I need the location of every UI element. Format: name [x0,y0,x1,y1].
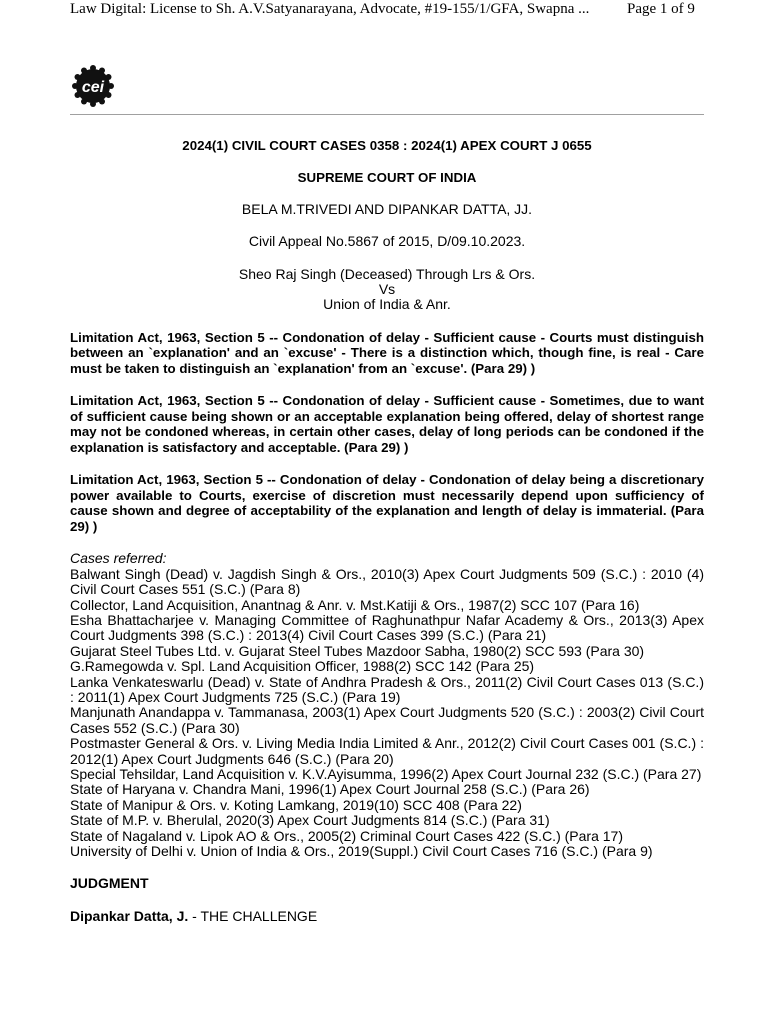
headnote: Limitation Act, 1963, Section 5 -- Condonation of delay - Condonation of delay being a discretionary power available to Courts, exercise of discretion must necessarily depend upon sufficiency of cause shown and degree of acceptability of the explanation and length of delay is immaterial. (Para 29) ) [70,472,704,534]
versus-label: Vs [378,281,396,298]
case-reference: Manjunath Anandappa v. Tammanasa, 2003(1) Apex Court Judgments 520 (S.C.) : 2003(2) Civil Court Cases 552 (S.C.) (Para 30) [70,704,704,736]
case-reference: Gujarat Steel Tubes Ltd. v. Gujarat Steel Tubes Mazdoor Sabha, 1980(2) SCC 593 (Para 30) [70,642,645,659]
case-reference: Collector, Land Acquisition, Anantnag & Anr. v. Mst.Katiji & Ors., 1987(2) SCC 107 (Para 16) [70,596,640,613]
case-reference: State of Haryana v. Chandra Mani, 1996(1) Apex Court Journal 258 (S.C.) (Para 26) [70,781,590,798]
judgment-heading: JUDGMENT [70,875,149,892]
case-reference: Esha Bhattacharjee v. Managing Committee of Raghunathpur Nafar Academy & Ors., 2013(3) Apex Court Judgments 398 (S.C.) : 2013(4) Civil Court Cases 399 (S.C.) (Para 21) [70,611,704,644]
case-reference: Balwant Singh (Dead) v. Jagdish Singh & Ors., 2010(3) Apex Court Judgments 509 (S.C.) : 2010 (4) Civil Court Cases 551 (S.C.) (Para 8) [70,565,704,598]
logo-text: cei [81,79,105,96]
document-body [70,138,704,924]
headnote: Limitation Act, 1963, Section 5 -- Condonation of delay - Sufficient cause - Courts must distinguish between an `explanation' and an `excuse' - There is a distinction which, though fine, is real - Care must be taken to distinguish an `explanation' from an `excuse'. (Para 29) ) [70,329,704,376]
appeal-number: Civil Appeal No.5867 of 2015, D/09.10.2023. [248,233,526,250]
case-reference: University of Delhi v. Union of India & Ors., 2019(Suppl.) Civil Court Cases 716 (S.C.) (Para 9) [70,843,653,860]
page-number: Page 1 of 9 [627,1,695,17]
case-reference: State of M.P. v. Bherulal, 2020(3) Apex Court Judgments 814 (S.C.) (Para 31) [70,812,550,829]
bench-judges: BELA M.TRIVEDI AND DIPANKAR DATTA, JJ. [241,200,533,217]
case-reference: G.Ramegowda v. Spl. Land Acquisition Officer, 1988(2) SCC 142 (Para 25) [70,658,535,675]
court-name: SUPREME COURT OF INDIA [297,170,477,186]
judgment-author-line [70,909,704,924]
case-reference: State of Nagaland v. Lipok AO & Ors., 2005(2) Criminal Court Cases 422 (S.C.) (Para 17) [70,827,623,844]
section-title: - THE CHALLENGE [188,907,318,924]
headnote: Limitation Act, 1963, Section 5 -- Condonation of delay - Sufficient cause - Sometimes, due to want of sufficient cause being shown or an acceptable explanation being offered, delay of shortest range may not be condoned whereas, in certain other cases, delay of long periods can be condoned if the explanation is satisfactory and acceptable. (Para 29) ) [70,393,704,455]
case-reference: State of Manipur & Ors. v. Koting Lamkang, 2019(10) SCC 408 (Para 22) [70,796,522,813]
print-header [70,0,710,20]
case-reference: Postmaster General & Ors. v. Living Media India Limited & Anr., 2012(2) Civil Court Cases 001 (S.C.) : 2012(1) Apex Court Judgments 646 (S.C.) (Para 20) [70,735,704,767]
cei-logo-icon [70,65,116,107]
respondent-name: Union of India & Anr. [323,296,451,313]
license-text: Law Digital: License to Sh. A.V.Satyanarayana, Advocate, #19-155/1/GFA, Swapna ... [70,1,590,17]
case-reference: Special Tehsildar, Land Acquisition v. K.V.Ayisumma, 1996(2) Apex Court Journal 232 (S.C.) (Para 27) [70,766,702,783]
case-reference: Lanka Venkateswarlu (Dead) v. State of Andhra Pradesh & Ors., 2011(2) Civil Court Cases 013 (S.C.) : 2011(1) Apex Court Judgments 725 (S.C.) (Para 19) [70,673,704,705]
cases-referred-heading: Cases referred: [70,550,167,567]
case-citation: 2024(1) CIVIL COURT CASES 0358 : 2024(1) APEX COURT J 0655 [182,138,592,153]
header-divider [70,114,704,115]
cases-referred-list [70,567,704,860]
parties-block [70,267,704,313]
author-name: Dipankar Datta, J. [70,907,189,924]
appellant-name: Sheo Raj Singh (Deceased) Through Lrs & Ors. [238,265,536,282]
